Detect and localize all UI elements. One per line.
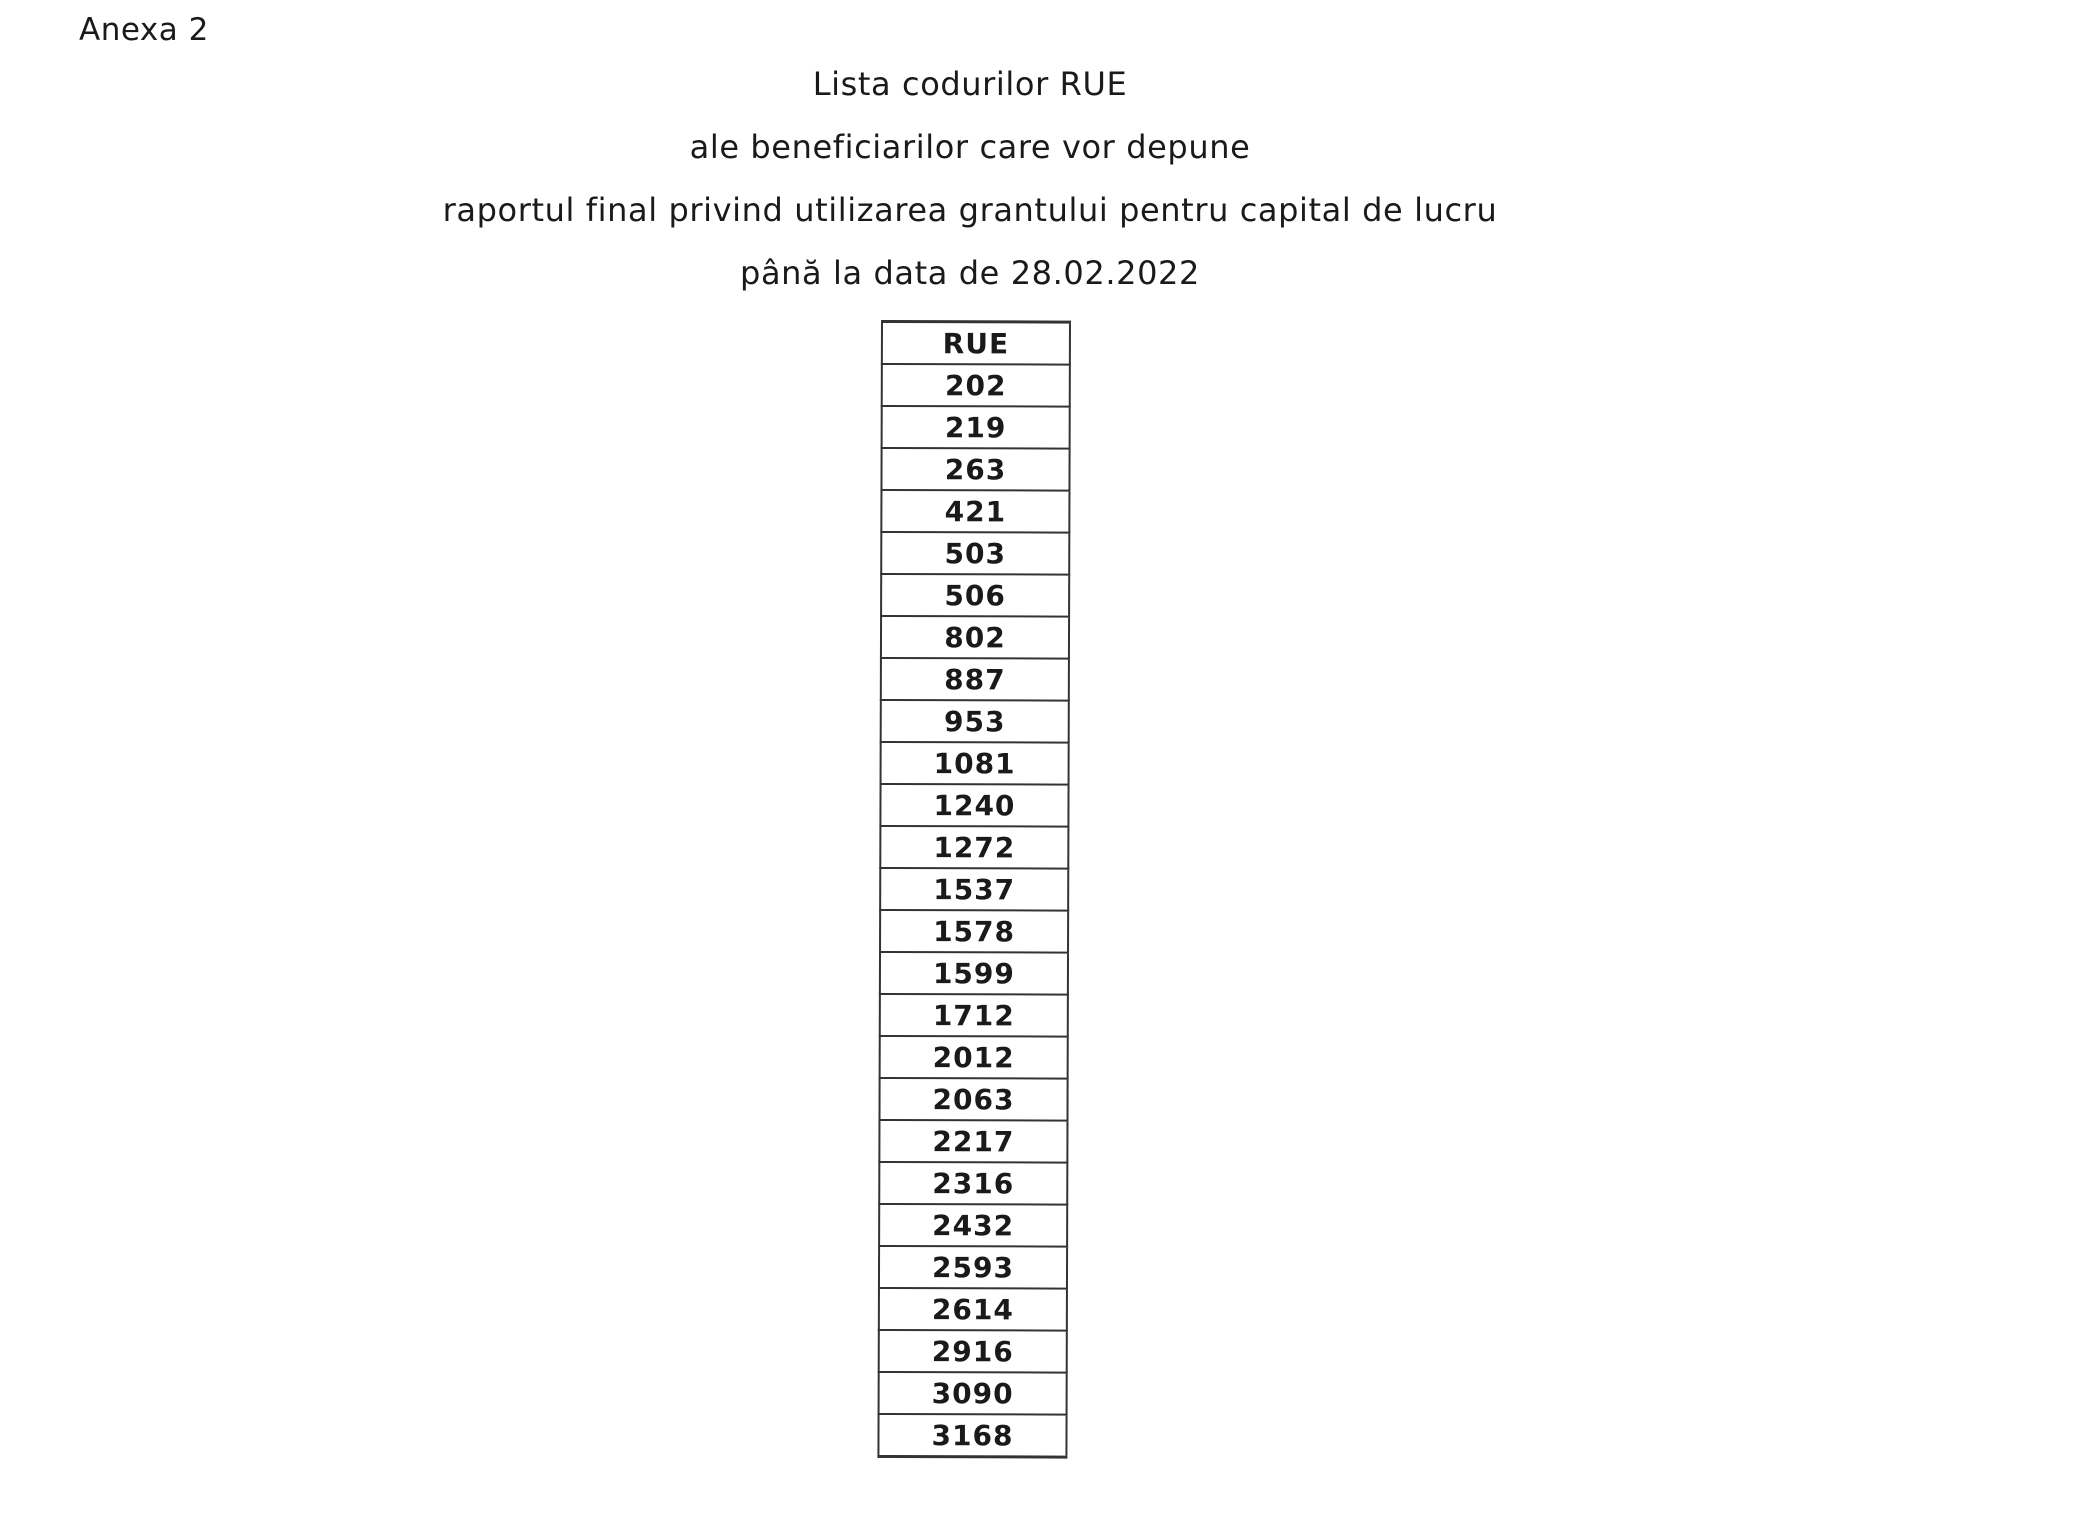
rue-code-cell: 887 [881,658,1069,701]
table-row [879,1078,1067,1121]
table-row [880,1036,1068,1079]
table-row [880,994,1068,1037]
table-row [879,1246,1067,1289]
rue-code-cell: 3090 [879,1372,1067,1415]
rue-code-cell: 1240 [880,784,1068,827]
table-row [882,364,1070,407]
table-row [880,784,1068,827]
rue-codes-table [877,320,1071,1459]
table-row [879,1162,1067,1205]
table-row [879,1330,1067,1373]
rue-code-cell: 1712 [880,994,1068,1037]
rue-code-cell: 2916 [879,1330,1067,1373]
table-row [880,910,1068,953]
rue-code-cell: 1272 [880,826,1068,869]
table-row [879,1204,1067,1247]
rue-code-cell: 202 [882,364,1070,407]
title-line-3: raportul final privind utilizarea grantului pentru capital de lucru [442,191,1498,229]
rue-code-cell: 421 [881,490,1069,533]
title-line-2: ale beneficiarilor care vor depune [689,128,1251,166]
document-title [0,62,1940,314]
table-row [881,700,1069,743]
table-row [881,532,1069,575]
rue-code-cell: 1537 [880,868,1068,911]
column-header-rue: RUE [882,322,1070,365]
table-row [880,826,1068,869]
table-row [879,1120,1067,1163]
table-row [879,1288,1067,1331]
table-row [881,616,1069,659]
rue-code-cell: 1081 [881,742,1069,785]
table-header-row [882,322,1070,365]
table-row [881,658,1069,701]
rue-code-cell: 1578 [880,910,1068,953]
rue-code-cell: 503 [881,532,1069,575]
rue-code-cell: 1599 [880,952,1068,995]
rue-code-cell: 506 [881,574,1069,617]
rue-code-cell: 263 [881,448,1069,491]
table-row [880,868,1068,911]
rue-code-cell: 219 [882,406,1070,449]
rue-code-cell: 2012 [880,1036,1068,1079]
table-row [881,742,1069,785]
title-line-1: Lista codurilor RUE [812,65,1128,103]
rue-code-cell: 3168 [878,1414,1066,1457]
rue-code-cell: 2316 [879,1162,1067,1205]
annex-label: Anexa 2 [79,12,209,48]
table-row [879,1372,1067,1415]
rue-code-cell: 2614 [879,1288,1067,1331]
rue-code-cell: 2217 [879,1120,1067,1163]
rue-code-cell: 2593 [879,1246,1067,1289]
table-row [882,406,1070,449]
table-row [881,490,1069,533]
rue-code-cell: 802 [881,616,1069,659]
rue-code-cell: 2063 [879,1078,1067,1121]
rue-code-cell: 953 [881,700,1069,743]
table-body [878,364,1069,1457]
table-row [878,1414,1066,1457]
table-row [880,952,1068,995]
title-line-4: până la data de 28.02.2022 [740,254,1200,292]
rue-code-cell: 2432 [879,1204,1067,1247]
table-row [881,448,1069,491]
table-row [881,574,1069,617]
